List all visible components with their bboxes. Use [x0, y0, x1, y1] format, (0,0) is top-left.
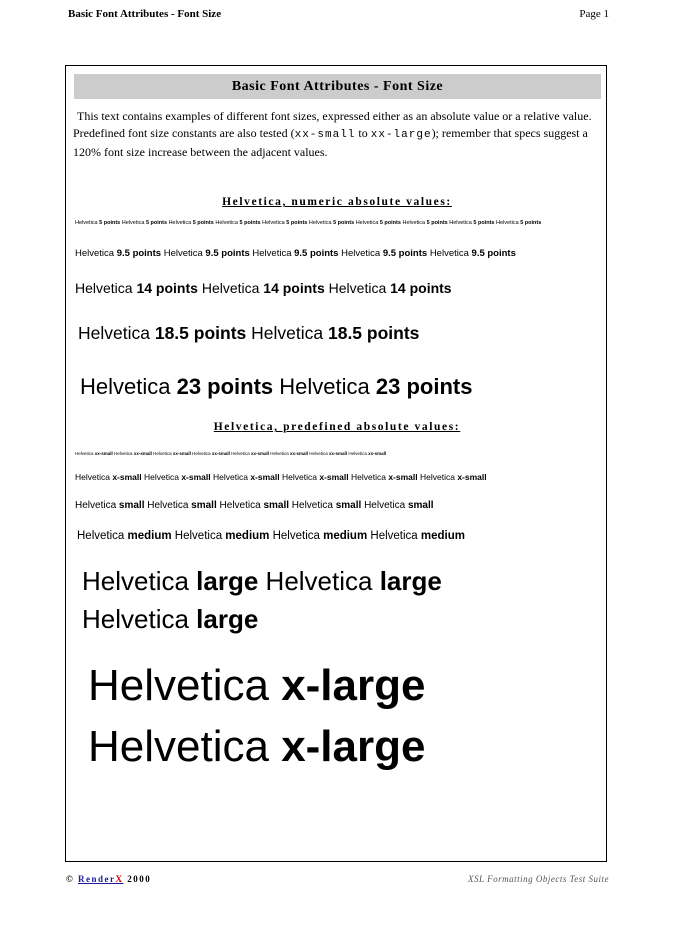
- size-label: large: [196, 566, 259, 596]
- sample-run: [169, 220, 214, 226]
- font-name: Helvetica: [163, 248, 206, 259]
- sample-line-18-5pt: [78, 321, 606, 345]
- sample-run: [75, 220, 120, 226]
- size-label: large: [379, 566, 442, 596]
- sample-run: [364, 500, 433, 511]
- intro-code-xx-small: xx-small: [294, 129, 356, 141]
- font-name: Helvetica: [364, 500, 408, 511]
- sample-run: [430, 248, 516, 259]
- font-name: Helvetica: [121, 220, 146, 226]
- font-name: Helvetica: [355, 220, 380, 226]
- font-name: Helvetica: [82, 604, 197, 634]
- size-label: 18.5 points: [154, 323, 247, 343]
- sample-run: [75, 451, 113, 456]
- sample-run: [402, 220, 447, 226]
- brand-x: X: [115, 874, 124, 884]
- font-name: Helvetica: [231, 451, 251, 456]
- sample-line-medium: [77, 528, 605, 544]
- page-number: Page 1: [579, 8, 609, 20]
- sample-run: [309, 220, 354, 226]
- size-label: xx-small: [172, 451, 191, 456]
- size-label: 5 points: [192, 220, 214, 226]
- sample-run: [75, 280, 198, 296]
- font-name: Helvetica: [80, 374, 177, 399]
- page-header-title: Basic Font Attributes - Font Size: [68, 8, 222, 20]
- sample-run: [153, 451, 191, 456]
- size-label: 5 points: [379, 220, 401, 226]
- size-label: small: [407, 500, 434, 511]
- sample-run: [144, 472, 211, 482]
- sample-run: [251, 323, 419, 343]
- font-name: Helvetica: [308, 220, 334, 226]
- sample-run: [449, 220, 494, 226]
- font-name: Helvetica: [328, 280, 391, 296]
- sample-run: [282, 472, 349, 482]
- size-label: 5 points: [145, 220, 168, 226]
- font-name: Helvetica: [192, 451, 212, 456]
- sample-run: [420, 472, 487, 482]
- size-label: small: [191, 500, 217, 511]
- sample-run: [496, 220, 541, 226]
- sample-run: [309, 451, 347, 456]
- size-label: medium: [225, 530, 270, 542]
- font-name: Helvetica: [262, 220, 287, 226]
- sample-run: [175, 530, 270, 542]
- font-name: Helvetica: [270, 451, 290, 456]
- sample-run: [341, 248, 427, 259]
- font-name: Helvetica: [279, 374, 376, 399]
- predefined-heading: Helvetica, predefined absolute values:: [213, 421, 461, 433]
- font-name: Helvetica: [168, 220, 193, 226]
- sample-run: [370, 530, 465, 542]
- sample-run: [292, 500, 361, 511]
- font-name: Helvetica: [420, 472, 458, 482]
- size-label: 9.5 points: [205, 248, 250, 259]
- size-label: 14 points: [263, 280, 325, 296]
- sample-run: [329, 280, 452, 296]
- sample-run: [82, 566, 258, 596]
- sample-run: [351, 472, 418, 482]
- font-name: Helvetica: [219, 500, 264, 511]
- footer-copyright: [66, 874, 151, 884]
- font-name: Helvetica: [174, 530, 226, 542]
- sample-run: [80, 374, 273, 399]
- sample-line-small: [75, 499, 603, 513]
- size-label: 9.5 points: [382, 248, 428, 259]
- font-name: Helvetica: [75, 220, 100, 226]
- font-name: Helvetica: [75, 500, 119, 511]
- sample-line-9-5pt: [75, 247, 603, 260]
- sample-run: [231, 451, 269, 456]
- font-name: Helvetica: [88, 661, 282, 710]
- font-name: Helvetica: [348, 451, 369, 456]
- size-label: x-small: [457, 472, 487, 482]
- font-name: Helvetica: [341, 248, 383, 259]
- font-name: Helvetica: [429, 248, 472, 259]
- footer-suite-name: XSL Formatting Objects Test Suite: [467, 874, 609, 884]
- size-label: 14 points: [136, 280, 198, 296]
- size-label: 5 points: [520, 220, 542, 226]
- font-name: Helvetica: [282, 472, 320, 482]
- sample-run: [266, 566, 442, 596]
- sample-run: [279, 374, 472, 399]
- size-label: medium: [127, 530, 172, 542]
- font-name: Helvetica: [77, 530, 128, 542]
- size-label: 5 points: [426, 220, 448, 226]
- font-name: Helvetica: [370, 530, 421, 542]
- sample-run: [213, 472, 280, 482]
- size-label: 5 points: [286, 220, 308, 226]
- size-label: small: [263, 500, 290, 511]
- renderx-link[interactable]: [78, 874, 124, 884]
- font-name: Helvetica: [153, 451, 173, 456]
- font-name: Helvetica: [496, 220, 521, 226]
- size-label: x-small: [181, 472, 211, 482]
- sample-run: [88, 722, 425, 771]
- content-frame: [65, 65, 607, 862]
- sample-run: [147, 500, 216, 511]
- font-name: Helvetica: [75, 280, 137, 296]
- size-label: x-small: [319, 472, 349, 482]
- font-name: Helvetica: [449, 220, 474, 226]
- size-label: 9.5 points: [471, 248, 516, 259]
- font-name: Helvetica: [78, 323, 155, 343]
- font-name: Helvetica: [144, 472, 182, 482]
- size-label: xx-small: [290, 451, 309, 456]
- size-label: xx-small: [211, 451, 230, 456]
- font-name: Helvetica: [75, 248, 117, 259]
- sample-run: [252, 248, 338, 259]
- footer-year: 2000: [127, 874, 152, 884]
- sample-run: [348, 451, 386, 456]
- intro-text-to: to: [355, 126, 371, 140]
- size-label: 23 points: [375, 374, 473, 399]
- size-label: medium: [323, 530, 368, 542]
- size-label: xx-small: [133, 451, 152, 456]
- size-label: medium: [420, 530, 465, 542]
- font-name: Helvetica: [252, 248, 295, 259]
- sample-run: [262, 220, 307, 226]
- sample-run: [215, 220, 260, 226]
- font-name: Helvetica: [215, 220, 240, 226]
- sample-run: [82, 604, 258, 634]
- size-label: x-large: [281, 722, 426, 771]
- size-label: small: [335, 500, 362, 511]
- sample-run: [356, 220, 401, 226]
- font-name: Helvetica: [272, 530, 324, 542]
- size-label: x-small: [112, 472, 142, 482]
- size-label: xx-small: [368, 451, 387, 456]
- intro-paragraph: [73, 108, 601, 161]
- sample-run: [192, 451, 230, 456]
- copyright-symbol: ©: [66, 874, 75, 884]
- sample-run: [122, 220, 167, 226]
- size-label: large: [196, 604, 259, 634]
- font-name: Helvetica: [309, 451, 330, 456]
- sample-run: [75, 500, 144, 511]
- sample-run: [270, 451, 308, 456]
- font-name: Helvetica: [265, 566, 380, 596]
- intro-text-a: This text contains examples of different font sizes, expressed either as an absolute value or a relative value. Predefined font size constants are also tested (: [73, 109, 592, 140]
- font-name: Helvetica: [75, 472, 113, 482]
- brand-render: Render: [77, 874, 116, 884]
- size-label: xx-small: [329, 451, 348, 456]
- size-label: x-small: [388, 472, 418, 482]
- font-name: Helvetica: [75, 451, 95, 456]
- size-label: 5 points: [99, 220, 121, 226]
- size-label: x-large: [281, 661, 426, 710]
- sample-run: [202, 280, 325, 296]
- sample-run: [88, 661, 425, 710]
- font-name: Helvetica: [201, 280, 264, 296]
- numeric-heading: Helvetica, numeric absolute values:: [222, 196, 452, 208]
- section-title: Basic Font Attributes - Font Size: [74, 74, 601, 99]
- font-name: Helvetica: [88, 722, 282, 771]
- font-name: Helvetica: [402, 220, 427, 226]
- size-label: 5 points: [333, 220, 355, 226]
- size-label: 9.5 points: [294, 248, 339, 259]
- sample-line-x-large: [88, 655, 528, 777]
- size-label: 5 points: [239, 220, 261, 226]
- size-label: 14 points: [390, 280, 452, 296]
- sample-line-x-small: [75, 471, 603, 484]
- sample-run: [78, 323, 246, 343]
- intro-text-b: ); remember that specs suggest a 120% font size increase between the adjacent values.: [73, 126, 588, 159]
- size-label: 23 points: [176, 374, 274, 399]
- font-name: Helvetica: [251, 323, 328, 343]
- sample-run: [75, 472, 142, 482]
- sample-run: [114, 451, 152, 456]
- font-name: Helvetica: [114, 451, 134, 456]
- font-name: Helvetica: [147, 500, 192, 511]
- sample-line-5pt: [75, 219, 603, 227]
- sample-line-23pt: [80, 372, 607, 402]
- sample-run: [220, 500, 289, 511]
- sample-line-large: [82, 562, 552, 638]
- font-name: Helvetica: [213, 472, 251, 482]
- size-label: 9.5 points: [116, 248, 162, 259]
- font-name: Helvetica: [291, 500, 336, 511]
- font-name: Helvetica: [351, 472, 389, 482]
- sample-run: [273, 530, 368, 542]
- size-label: 18.5 points: [327, 323, 420, 343]
- sample-run: [75, 248, 161, 259]
- intro-code-xx-large: xx-large: [370, 129, 432, 141]
- size-label: xx-small: [250, 451, 269, 456]
- sample-run: [164, 248, 250, 259]
- size-label: 5 points: [473, 220, 495, 226]
- sample-line-14pt: [75, 278, 603, 298]
- size-label: x-small: [250, 472, 280, 482]
- size-label: small: [118, 500, 145, 511]
- size-label: xx-small: [94, 451, 113, 456]
- sample-run: [77, 530, 172, 542]
- sample-line-xx-small: [75, 450, 603, 458]
- font-name: Helvetica: [82, 566, 197, 596]
